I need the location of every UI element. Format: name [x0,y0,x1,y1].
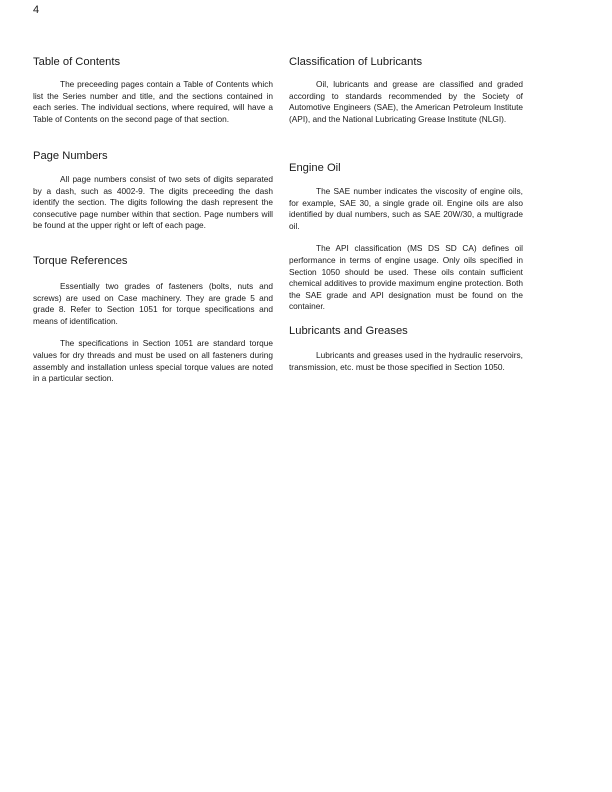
section-heading: Lubricants and Greases [289,325,408,337]
section-heading: Page Numbers [33,150,108,162]
paragraph: The preceeding pages contain a Table of Contents which list the Series number and title, and the sections contained in each series. The individual sections, where required, will have a Table of Contents on the second page of that section. [33,79,273,124]
paragraph: Lubricants and greases used in the hydraulic reservoirs, transmission, etc. must be those specified in Section 1050. [289,350,523,372]
paragraph: The specifications in Section 1051 are standard torque values for dry threads and must be used on all fasteners during assembly and installation unless special torque values are noted in a particular section. [33,338,273,384]
section-engine-oil [289,162,523,313]
paragraph: All page numbers consist of two sets of digits separated by a dash, such as 4002-9. The digits preceeding the dash identify the section. The digits following the dash represent the consecutive page number within that section. Page numbers will be found at the upper right or left of each page. [33,174,273,231]
section-heading: Engine Oil [289,162,341,174]
section-table-of-contents [33,56,273,125]
paragraph: Oil, lubricants and grease are classified and graded according to standards recommended by the Society of Automotive Engineers (SAE), the American Petroleum Institute (API), and the National Lubricating Grease Institute (NLGI). [289,79,523,124]
section-heading: Torque References [33,255,128,267]
paragraph: The SAE number indicates the viscosity of engine oils, for example, SAE 30, a single grade oil. Engine oils are also identified by dual numbers, such as SAE 20W/30, a multigrade oil. [289,186,523,231]
section-classification-of-lubricants [289,56,523,125]
section-torque-references [33,255,273,385]
section-heading: Table of Contents [33,56,121,68]
paragraph: The API classification (MS DS SD CA) defines oil performance in terms of engine usage. Only oils specified in Section 1050 should be used. These oils contain sufficient chemical additives to provide maximum engine protection. Both the SAE grade and API designation must be found on the container. [289,243,523,312]
section-lubricants-and-greases [289,325,523,373]
paragraph: Essentially two grades of fasteners (bolts, nuts and screws) are used on Case machinery. They are grade 5 and grade 8. Refer to Section 1051 for torque specifications and means of identification. [33,281,273,326]
page-number: 4 [33,4,40,16]
section-heading: Classification of Lubricants [289,56,423,68]
section-page-numbers [33,150,273,232]
